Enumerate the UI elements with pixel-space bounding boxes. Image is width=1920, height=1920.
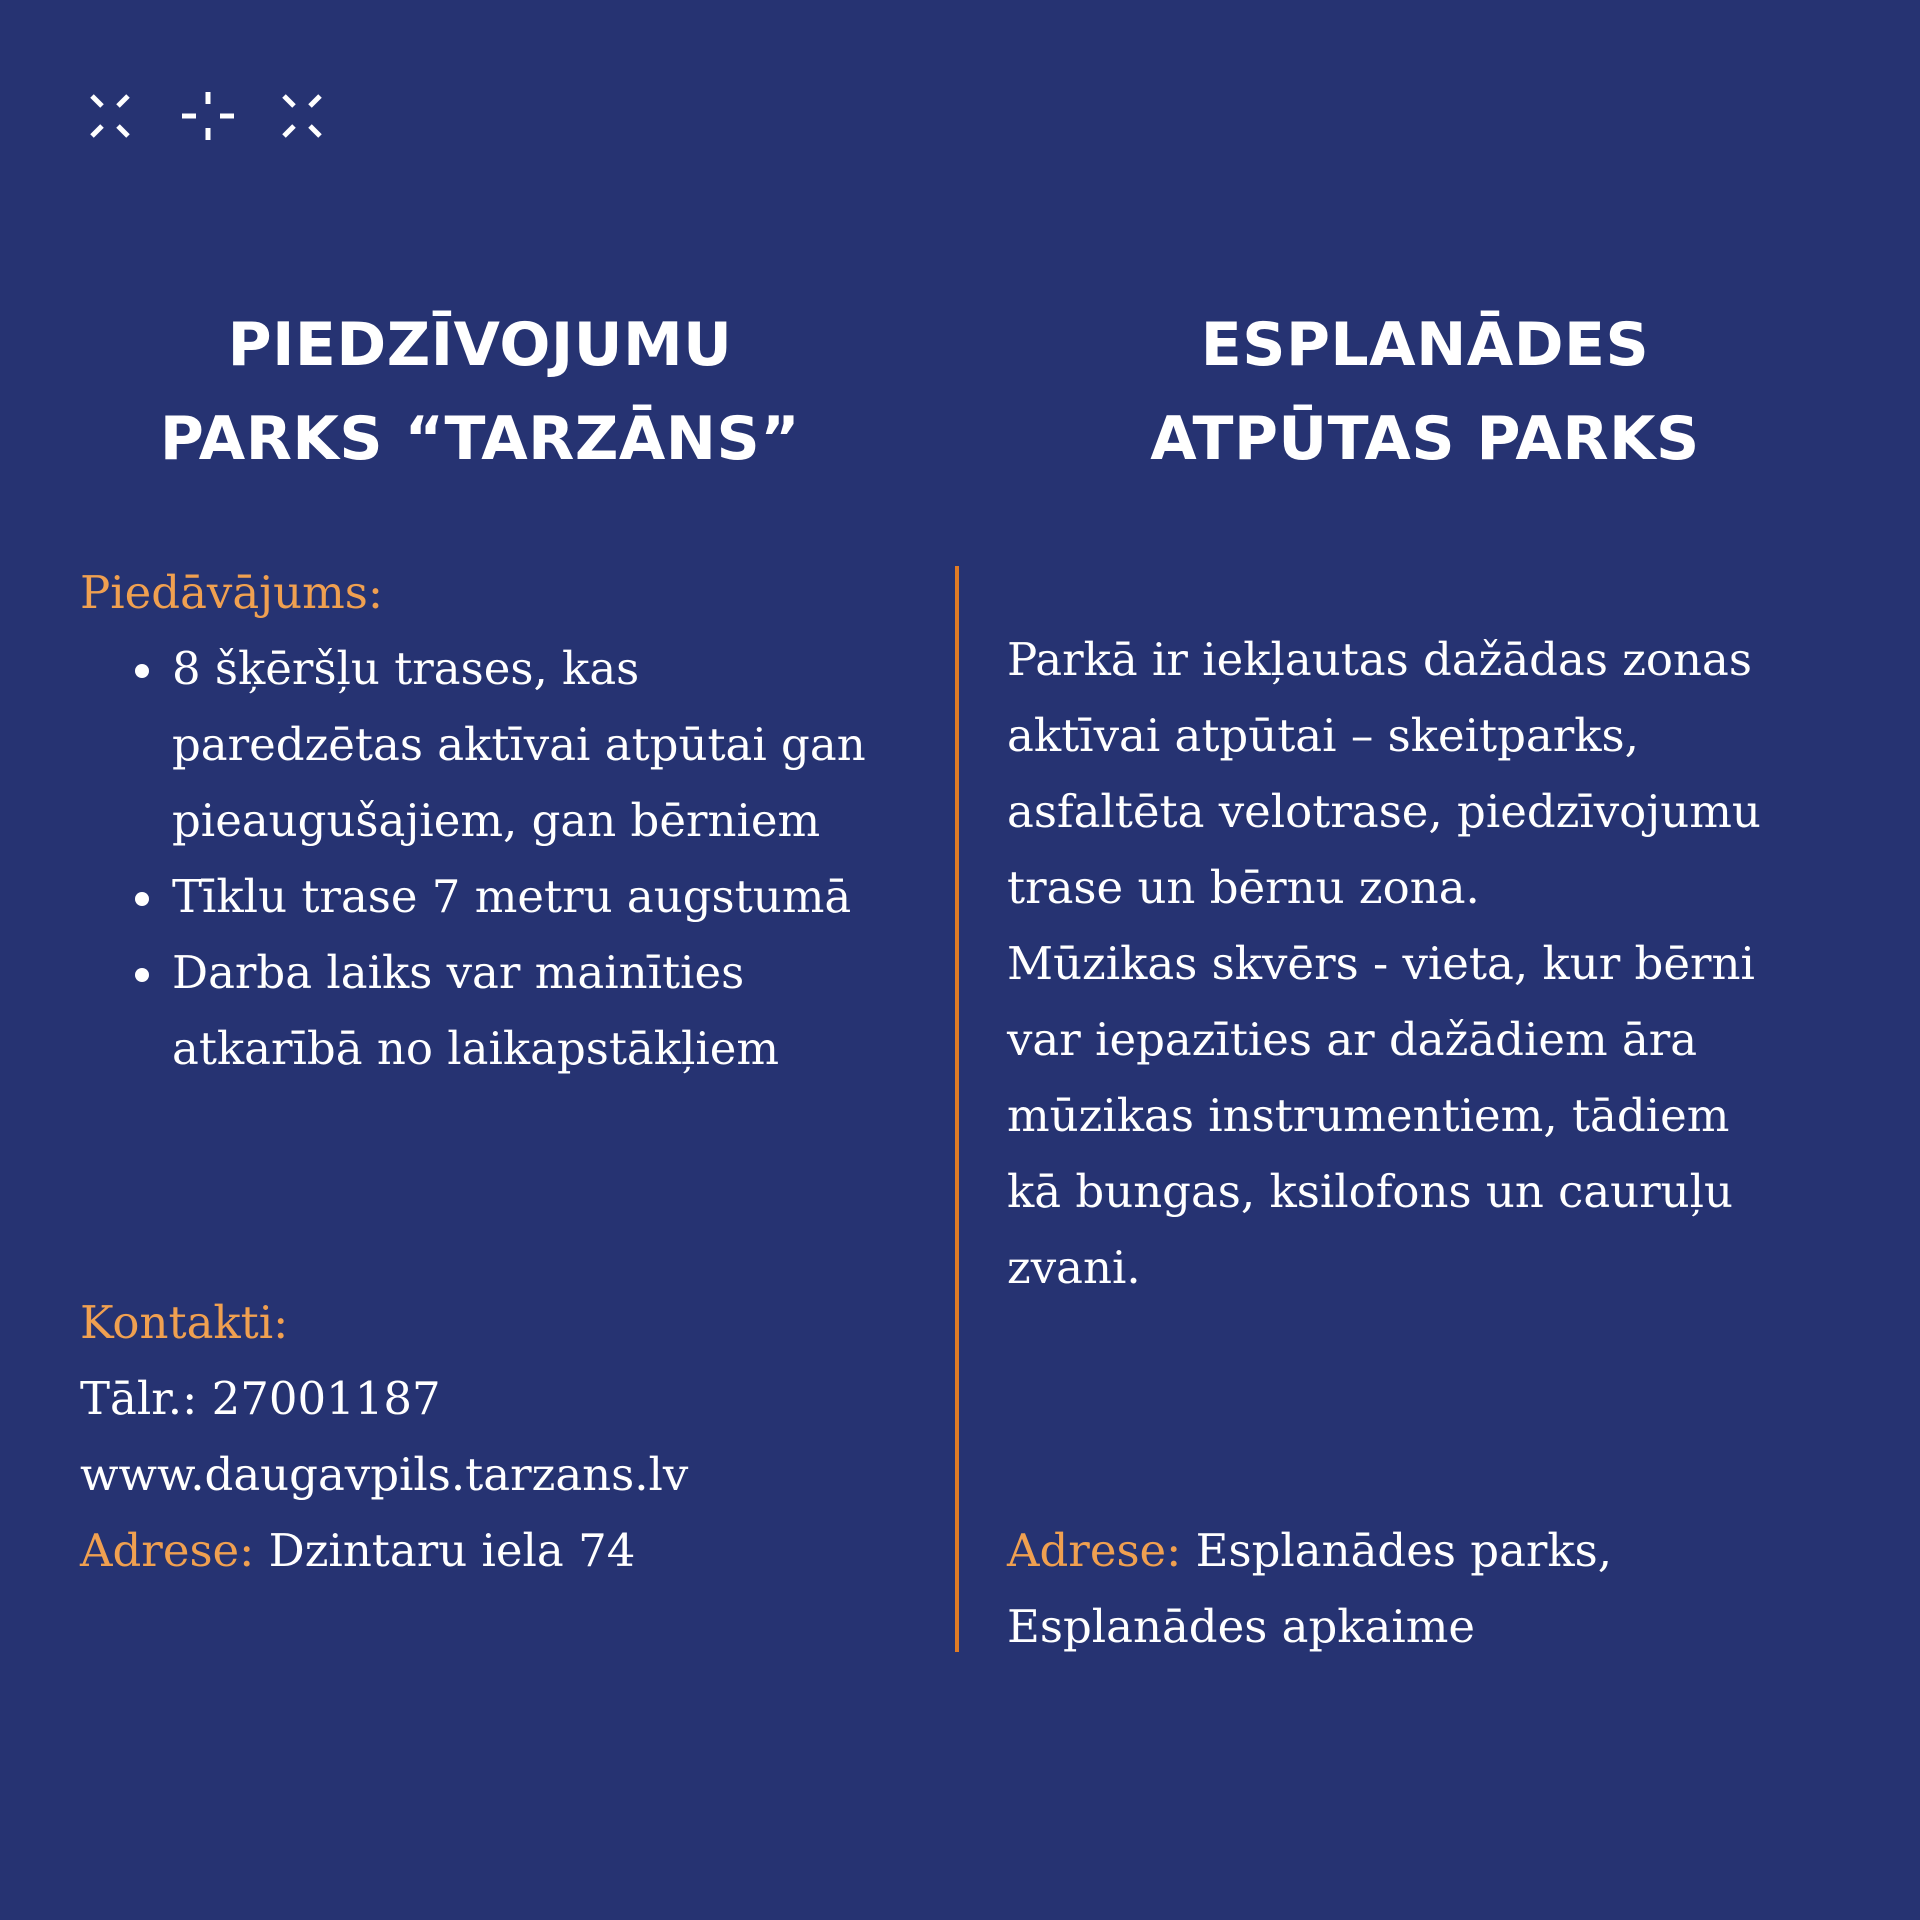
- logo: [90, 92, 330, 148]
- description-line: Parkā ir iekļautas dažādas zonas: [1007, 633, 1752, 686]
- phone-number: Tālr.: 27001187: [80, 1372, 441, 1425]
- address-label: Adrese:: [1007, 1524, 1182, 1577]
- title-esplanades: [1020, 298, 1830, 486]
- list-item-line: paredzētas aktīvai atpūtai gan: [172, 718, 866, 771]
- list-item-line: pieaugušajiem, gan bērniem: [172, 794, 821, 847]
- sparkle-x-icon: [284, 96, 320, 136]
- park-description: [1007, 622, 1847, 1306]
- list-item-line: Tīklu trase 7 metru augstumā: [172, 870, 852, 923]
- contacts-section: [80, 1285, 920, 1589]
- description-line: zvani.: [1007, 1241, 1141, 1294]
- title-line: PARKS “TARZĀNS”: [159, 404, 801, 474]
- website-link[interactable]: www.daugavpils.tarzans.lv: [80, 1448, 689, 1501]
- title-line: ESPLANĀDES: [1200, 310, 1650, 380]
- title-line: PIEDZĪVOJUMU: [227, 310, 733, 380]
- description-line: Mūzikas skvērs - vieta, kur bērni: [1007, 937, 1755, 990]
- list-item-line: atkarībā no laikapstākļiem: [172, 1022, 780, 1075]
- description-line: asfaltēta velotrase, piedzīvojumu: [1007, 785, 1761, 838]
- title-tarzans: [80, 298, 880, 486]
- offer-section: [80, 555, 920, 1087]
- cross-dashed-icon: [182, 92, 234, 140]
- description-line: kā bungas, ksilofons un cauruļu: [1007, 1165, 1734, 1218]
- list-item: [172, 935, 920, 1087]
- address-label: Adrese:: [80, 1524, 255, 1577]
- description-line: trase un bērnu zona.: [1007, 861, 1480, 914]
- list-item-line: Darba laiks var mainīties: [172, 946, 745, 999]
- list-item: [172, 859, 920, 935]
- list-item-line: 8 šķēršļu trases, kas: [172, 642, 640, 695]
- address-value: Esplanādes parks,: [1181, 1524, 1613, 1577]
- offer-label: Piedāvājums:: [80, 566, 384, 619]
- description-line: aktīvai atpūtai – skeitparks,: [1007, 709, 1639, 762]
- offer-list: [172, 631, 920, 1087]
- description-line: var iepazīties ar dažādiem āra: [1007, 1013, 1698, 1066]
- sparkle-x-icon: [92, 96, 128, 136]
- description-line: mūzikas instrumentiem, tādiem: [1007, 1089, 1730, 1142]
- list-item: [172, 631, 920, 859]
- logo-mark: [90, 92, 330, 148]
- title-line: ATPŪTAS PARKS: [1150, 404, 1700, 474]
- address-right: [1007, 1513, 1847, 1665]
- address-value: Dzintaru iela 74: [254, 1524, 636, 1577]
- column-divider: [955, 566, 959, 1652]
- address-left: [80, 1513, 920, 1589]
- address-line: [1007, 1513, 1847, 1589]
- address-line: Esplanādes apkaime: [1007, 1600, 1476, 1653]
- contacts-label: Kontakti:: [80, 1296, 289, 1349]
